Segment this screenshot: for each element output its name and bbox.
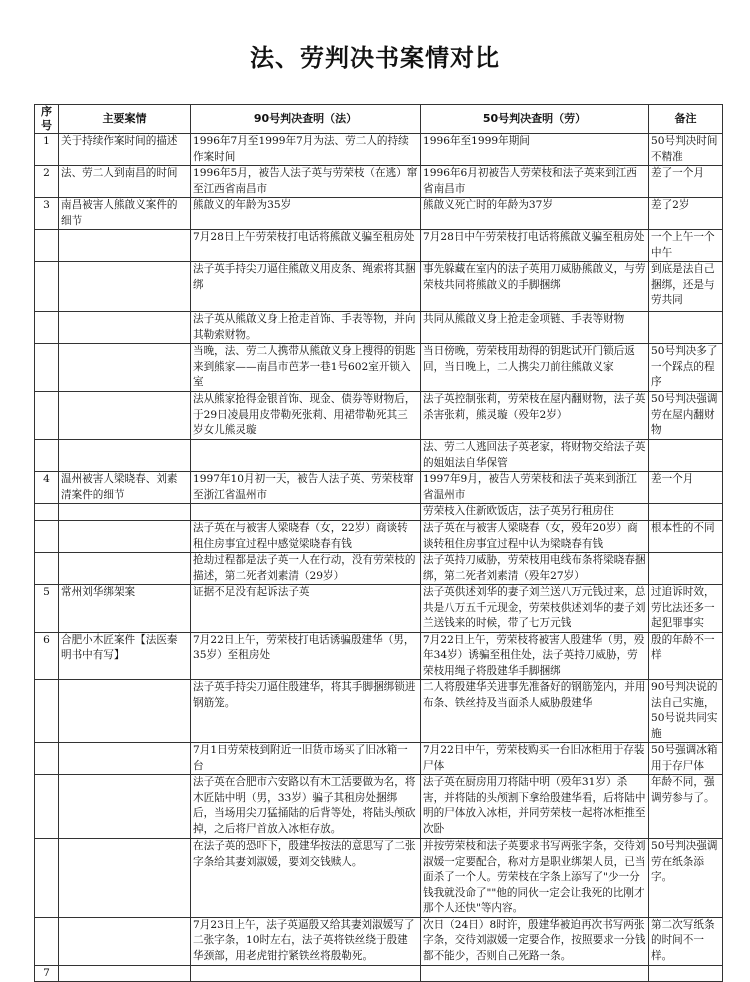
header-lao: 50号判决查明（劳） <box>421 105 649 134</box>
table-row <box>35 775 723 839</box>
case-cell <box>59 312 191 344</box>
table-row <box>35 680 723 743</box>
case-cell <box>59 262 191 312</box>
fa-cell: 法子英从熊啟义身上抢走首饰、手表等物，并向其勒索财物。 <box>191 312 421 344</box>
fa-cell: 7月28日上午劳荣枝打电话将熊啟义骗至租房处 <box>191 230 421 262</box>
fa-cell: 熊啟义的年龄为35岁 <box>191 198 421 230</box>
lao-cell: 1996年至1999年期间 <box>421 134 649 166</box>
case-cell <box>59 917 191 965</box>
table-row <box>35 504 723 521</box>
table-row <box>35 839 723 918</box>
header-fa: 90号判决查明（法） <box>191 105 421 134</box>
row-number: 1 <box>35 134 59 166</box>
note-cell: 过追诉时效，劳比法还多一起犯罪事实 <box>649 585 723 633</box>
fa-cell: 法子英在与被害人梁晓春（女，22岁）商谈转租住房事宜过程中感觉梁晓春有钱 <box>191 521 421 553</box>
row-number <box>35 344 59 392</box>
note-cell: 根本性的不同 <box>649 521 723 553</box>
lao-cell: 二人将殷建华关进事先准备好的钢筋笼内，并用布条、铁丝持及当面杀人威胁殷建华 <box>421 680 649 743</box>
fa-cell: 法子英在合肥市六安路以有木工活要做为名，将木匠陆中明（男，33岁）骗子其租房处捆绑后，当场用尖刀猛捅陆的后背等处，将陆头颅砍掉，之后将尸首放入冰柜存放。 <box>191 775 421 839</box>
note-cell: 殷的年龄不一样 <box>649 632 723 680</box>
table-row <box>35 743 723 775</box>
row-number <box>35 680 59 743</box>
note-cell: 50号判决多了一个踩点的程序 <box>649 344 723 392</box>
lao-cell: 法、劳二人逃回法子英老家，将财物交给法子英的姐姐法自华保管 <box>421 440 649 472</box>
note-cell: 50号判决强调劳在纸条添字。 <box>649 839 723 918</box>
note-cell: 一个上午一个中午 <box>649 230 723 262</box>
lao-cell: 法子英在与被害人梁晓春（女，殁年20岁）商谈转租住房事宜过程中认为梁晓春有钱 <box>421 521 649 553</box>
fa-cell: 证据不足没有起诉法子英 <box>191 585 421 633</box>
table-row <box>35 312 723 344</box>
case-cell: 关于持续作案时间的描述 <box>59 134 191 166</box>
fa-cell: 法子英手持尖刀逼住熊啟义用皮条、绳索将其捆绑 <box>191 262 421 312</box>
row-number <box>35 440 59 472</box>
lao-cell: 事先躲藏在室内的法子英用刀威胁熊啟义，与劳荣枝共同将熊啟义的手脚捆绑 <box>421 262 649 312</box>
table-row <box>35 198 723 230</box>
lao-cell: 当日傍晚，劳荣枝用劫得的钥匙试开门锁后返回，当日晚上，二人携尖刀前往熊啟义家 <box>421 344 649 392</box>
note-cell: 差了一个月 <box>649 166 723 198</box>
lao-cell: 法子英供述刘华的妻子刘兰送八万元钱过来，总共是八万五千元现金，劳荣枝供述刘华的妻子刘兰送钱来的时候，带了七万元钱 <box>421 585 649 633</box>
fa-cell <box>191 440 421 472</box>
lao-cell: 次日（24日）8时许，殷建华被迫再次书写两张字条，交待刘淑媛一定要合作，按照要求一分钱都不能少，否则自己死路一条。 <box>421 917 649 965</box>
lao-cell: 劳荣枝入住新欧饭店，法子英另行租房住 <box>421 504 649 521</box>
table-header-row <box>35 105 723 134</box>
row-number <box>35 743 59 775</box>
row-number: 4 <box>35 472 59 504</box>
row-number <box>35 917 59 965</box>
lao-cell: 熊啟义死亡时的年龄为37岁 <box>421 198 649 230</box>
fa-cell: 当晚，法、劳二人携带从熊啟义身上搜得的钥匙来到熊家——南昌市芭茅一巷1号602室开锁入室 <box>191 344 421 392</box>
note-cell: 差了2岁 <box>649 198 723 230</box>
table-row <box>35 262 723 312</box>
row-number: 6 <box>35 632 59 680</box>
case-cell: 合肥小木匠案件【法医秦明书中有写】 <box>59 632 191 680</box>
page-title: 法、劳判决书案情对比 <box>250 44 500 72</box>
row-number <box>35 392 59 440</box>
row-number: 5 <box>35 585 59 633</box>
note-cell: 差一个月 <box>649 472 723 504</box>
note-cell <box>649 553 723 585</box>
note-cell <box>649 312 723 344</box>
row-number <box>35 553 59 585</box>
lao-cell: 7月28日中午劳荣枝打电话将熊啟义骗至租房处 <box>421 230 649 262</box>
table-row <box>35 965 723 982</box>
note-cell: 第二次写纸条的时间不一样。 <box>649 917 723 965</box>
case-cell <box>59 392 191 440</box>
fa-cell: 法子英手持尖刀逼住殷建华，将其手脚捆绑锁进钢筋笼。 <box>191 680 421 743</box>
case-cell: 法、劳二人到南昌的时间 <box>59 166 191 198</box>
case-cell <box>59 521 191 553</box>
table-row <box>35 166 723 198</box>
row-number <box>35 521 59 553</box>
fa-cell: 7月22日上午，劳荣枝打电话诱骗殷建华（男，35岁）至租房处 <box>191 632 421 680</box>
lao-cell: 法子英持刀威胁，劳荣枝用电线布条将梁晓春捆绑，第二死者刘素清（殁年27岁） <box>421 553 649 585</box>
case-cell <box>59 775 191 839</box>
row-number <box>35 839 59 918</box>
note-cell: 50号判决时间不精准 <box>649 134 723 166</box>
case-cell <box>59 680 191 743</box>
lao-cell: 并按劳荣枝和法子英要求书写两张字条，交待刘淑媛一定要配合，称对方是职业绑架人员，已当面杀了一个人。劳荣枝在字条上添写了"少一分钱我就没命了""他的同伙一定会让我死的比刚才那个人还快"等内容。 <box>421 839 649 918</box>
fa-cell: 7月23日上午，法子英逼殷又给其妻刘淑媛写了二张字条，10时左右，法子英将铁丝绕于殷建华颈部，用老虎钳拧紧铁丝将殷勒死。 <box>191 917 421 965</box>
case-cell <box>59 965 191 982</box>
row-number: 3 <box>35 198 59 230</box>
note-cell: 年龄不同，强调劳参与了。 <box>649 775 723 839</box>
case-cell: 温州被害人梁晓春、刘素清案件的细节 <box>59 472 191 504</box>
case-cell <box>59 344 191 392</box>
case-cell <box>59 553 191 585</box>
case-cell: 南昌被害人熊啟义案件的细节 <box>59 198 191 230</box>
fa-cell: 1997年10月初一天，被告人法子英、劳荣枝窜至浙江省温州市 <box>191 472 421 504</box>
fa-cell <box>191 965 421 982</box>
table-row <box>35 553 723 585</box>
note-cell <box>649 504 723 521</box>
case-cell <box>59 839 191 918</box>
table-row <box>35 230 723 262</box>
lao-cell: 法子英在厨房用刀将陆中明（殁年31岁）杀害，并将陆的头颅割下拿给殷建华看，后将陆中明的尸体放入冰柜，并同劳荣枝一起将冰柜推至次卧 <box>421 775 649 839</box>
header-no: 序号 <box>35 105 59 134</box>
lao-cell: 1996年6月初被告人劳荣枝和法子英来到江西省南昌市 <box>421 166 649 198</box>
case-cell <box>59 440 191 472</box>
note-cell: 50号强调冰箱用于存尸体 <box>649 743 723 775</box>
fa-cell: 1996年5月，被告人法子英与劳荣枝（在逃）窜至江西省南昌市 <box>191 166 421 198</box>
fa-cell: 7月1日劳荣枝到附近一旧货市场买了旧冰箱一台 <box>191 743 421 775</box>
lao-cell: 1997年9月，被告人劳荣枝和法子英来到浙江省温州市 <box>421 472 649 504</box>
lao-cell <box>421 965 649 982</box>
table-row <box>35 344 723 392</box>
row-number <box>35 312 59 344</box>
table-row <box>35 521 723 553</box>
note-cell <box>649 965 723 982</box>
note-cell: 90号判决说的法自己实施，50号说共同实施 <box>649 680 723 743</box>
header-note: 备注 <box>649 105 723 134</box>
note-cell: 到底是法自己捆绑，还是与劳共同 <box>649 262 723 312</box>
row-number: 7 <box>35 965 59 982</box>
note-cell <box>649 440 723 472</box>
comparison-table <box>34 104 723 982</box>
row-number <box>35 504 59 521</box>
case-cell <box>59 743 191 775</box>
lao-cell: 共同从熊啟义身上抢走金项链、手表等财物 <box>421 312 649 344</box>
table-row <box>35 440 723 472</box>
table-row <box>35 392 723 440</box>
fa-cell: 1996年7月至1999年7月为法、劳二人的持续作案时间 <box>191 134 421 166</box>
row-number <box>35 262 59 312</box>
row-number: 2 <box>35 166 59 198</box>
row-number <box>35 230 59 262</box>
fa-cell: 在法子英的恐吓下，殷建华按法的意思写了二张字条给其妻刘淑媛，要刘交钱赎人。 <box>191 839 421 918</box>
note-cell: 50号判决强调劳在屋内翻财物 <box>649 392 723 440</box>
lao-cell: 7月22日中午，劳荣枝购买一台旧冰柜用于存装尸体 <box>421 743 649 775</box>
case-cell <box>59 504 191 521</box>
table-row <box>35 917 723 965</box>
case-cell <box>59 230 191 262</box>
header-case: 主要案情 <box>59 105 191 134</box>
table-row <box>35 134 723 166</box>
row-number <box>35 775 59 839</box>
fa-cell: 法从熊家抢得金银首饰、现金、债券等财物后，于29日凌晨用皮带勒死张莉、用裙带勒死其三岁女儿熊灵璇 <box>191 392 421 440</box>
fa-cell: 抢劫过程都是法子英一人在行动，没有劳荣枝的描述，第二死者刘素清（29岁） <box>191 553 421 585</box>
lao-cell: 法子英控制张莉，劳荣枝在屋内翻财物，法子英杀害张莉，熊灵璇（殁年2岁） <box>421 392 649 440</box>
case-cell: 常州刘华绑架案 <box>59 585 191 633</box>
table-row <box>35 632 723 680</box>
table-row <box>35 472 723 504</box>
fa-cell <box>191 504 421 521</box>
table-row <box>35 585 723 633</box>
lao-cell: 7月22日上午，劳荣枝将被害人殷建华（男，殁年34岁）诱骗至租住处，法子英持刀威胁，劳荣枝用绳子将殷建华手脚捆绑 <box>421 632 649 680</box>
